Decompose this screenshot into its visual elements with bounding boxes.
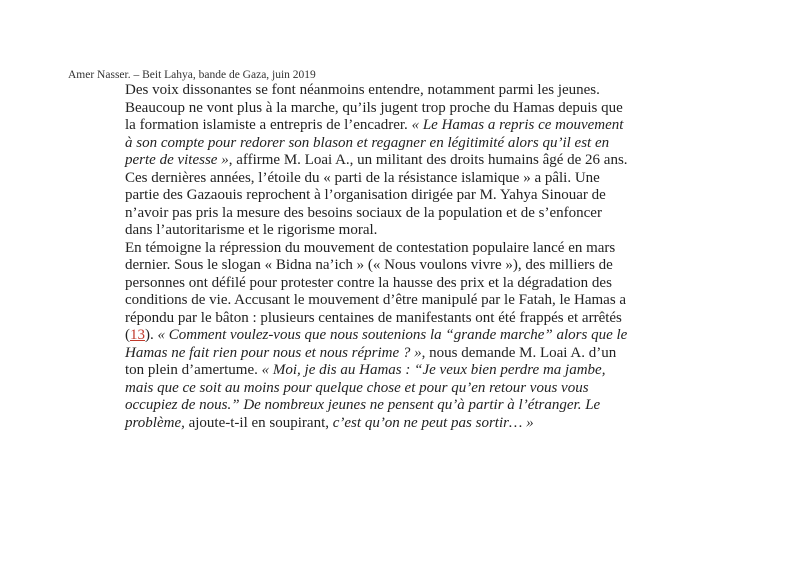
article-body <box>125 82 630 432</box>
paragraph-2-quote-1: « Comment voulez-vous que nous soutenions la “grande marche” alors que le Hamas ne fait rien pour nous et nous réprime ? » <box>125 327 628 361</box>
footnote-link-13[interactable]: 13 <box>130 327 145 343</box>
paragraph-2 <box>125 240 630 433</box>
paragraph-1-text-b: , affirme M. Loai A., un militant des droits humains âgé de 26 ans. Ces dernières années, l’étoile du « parti de la résistance islamique » a pâli. Une partie des Gazaouis reprochent à l’organisation dirigée par M. Yahya Sinouar de n’avoir pas pris la mesure des besoins sociaux de la population et de s’enfoncer dans l’autoritarisme et le rigorisme moral. <box>125 152 628 238</box>
paragraph-2-text-b: ). <box>145 327 158 343</box>
photo-caption: Amer Nasser. – Beit Lahya, bande de Gaza, juin 2019 <box>68 69 316 81</box>
paragraph-2-text-a: En témoigne la répression du mouvement de contestation populaire lancé en mars dernier. Sous le slogan « Bidna na’ich » (« Nous voulons vivre »), des milliers de personnes ont défilé pour protester contre la hausse des prix et la dégradation des conditions de vie. Accusant le mouvement d’être manipulé par le Fatah, le Hamas a répondu par le bâton : plusieurs centaines de manifestants ont été frappés et arrêtés ( <box>125 239 627 343</box>
paragraph-1 <box>125 82 630 240</box>
paragraph-2-quote-2: « Moi, je dis au Hamas : “Je veux bien perdre ma jambe, mais que ce soit au moins pour quelque chose et pour qu’en retour vous vous occupiez de nous.” De nombreux jeunes ne pensent qu’à partir à l’étranger. Le problème, <box>125 362 606 431</box>
paragraph-2-text-d: ajoute-t-il en soupirant, <box>184 414 333 431</box>
paragraph-2-text-c: , nous demande M. Loai A. d’un ton plein d’amertume. <box>125 344 617 378</box>
paragraph-2-quote-3: c’est qu’on ne peut pas sortir… » <box>332 414 534 431</box>
paragraph-1-quote: « Le Hamas a repris ce mouvement à son compte pour redorer son blason et regagner en légitimité alors qu’il est en perte de vitesse » <box>125 117 624 168</box>
paragraph-1-text-a: Des voix dissonantes se font néanmoins entendre, notamment parmi les jeunes. Beaucoup ne vont plus à la marche, qu’ils jugent trop proche du Hamas depuis que la formation islamiste a entrepris de l’encadrer. <box>125 82 623 133</box>
